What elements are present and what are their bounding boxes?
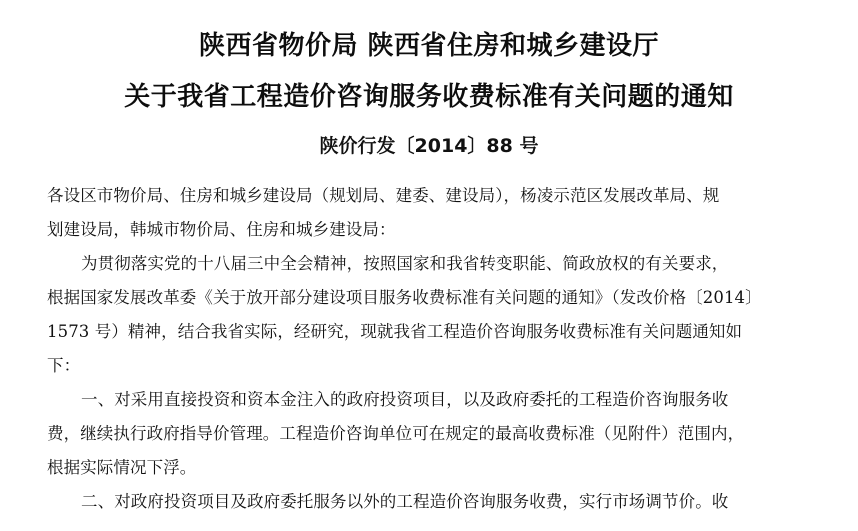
paragraph-item-1-line-2: 费，继续执行政府指导价管理。工程造价咨询单位可在规定的最高收费标准（见附件）范围内， [47, 424, 745, 443]
document-body [47, 179, 787, 519]
paragraph-item-1-line-1: 一、对采用直接投资和资本金注入的政府投资项目，以及政府委托的工程造价咨询服务收 [81, 390, 729, 409]
document-number: 陕价行发〔2014〕88 号 [319, 135, 539, 157]
addressee-line-2: 划建设局，韩城市物价局、住房和城乡建设局： [47, 220, 396, 239]
addressee-line-1: 各设区市物价局、住房和城乡建设局（规划局、建委、建设局），杨凌示范区发展改革局、规 [47, 186, 720, 205]
paragraph-item-2-line-1: 二、对政府投资项目及政府委托服务以外的工程造价咨询服务收费，实行市场调节价。收 [81, 492, 729, 511]
paragraph-intro-line-2: 根据国家发展改革委《关于放开部分建设项目服务收费标准有关问题的通知》（发改价格〔2014〕 [47, 288, 762, 307]
document-title-line-1: 陕西省物价局 陕西省住房和城乡建设厅 [198, 31, 660, 61]
paragraph-intro-line-3: 1573 号）精神，结合我省实际，经研究，现就我省工程造价咨询服务收费标准有关问题通知如 [47, 322, 743, 341]
paragraph-item-1-line-3: 根据实际情况下浮。 [47, 458, 197, 477]
document-title-line-2: 关于我省工程造价咨询服务收费标准有关问题的通知 [124, 82, 734, 112]
paragraph-intro-line-4: 下： [47, 356, 81, 375]
paragraph-intro-line-1: 为贯彻落实党的十八届三中全会精神，按照国家和我省转变职能、简政放权的有关要求， [81, 254, 729, 273]
